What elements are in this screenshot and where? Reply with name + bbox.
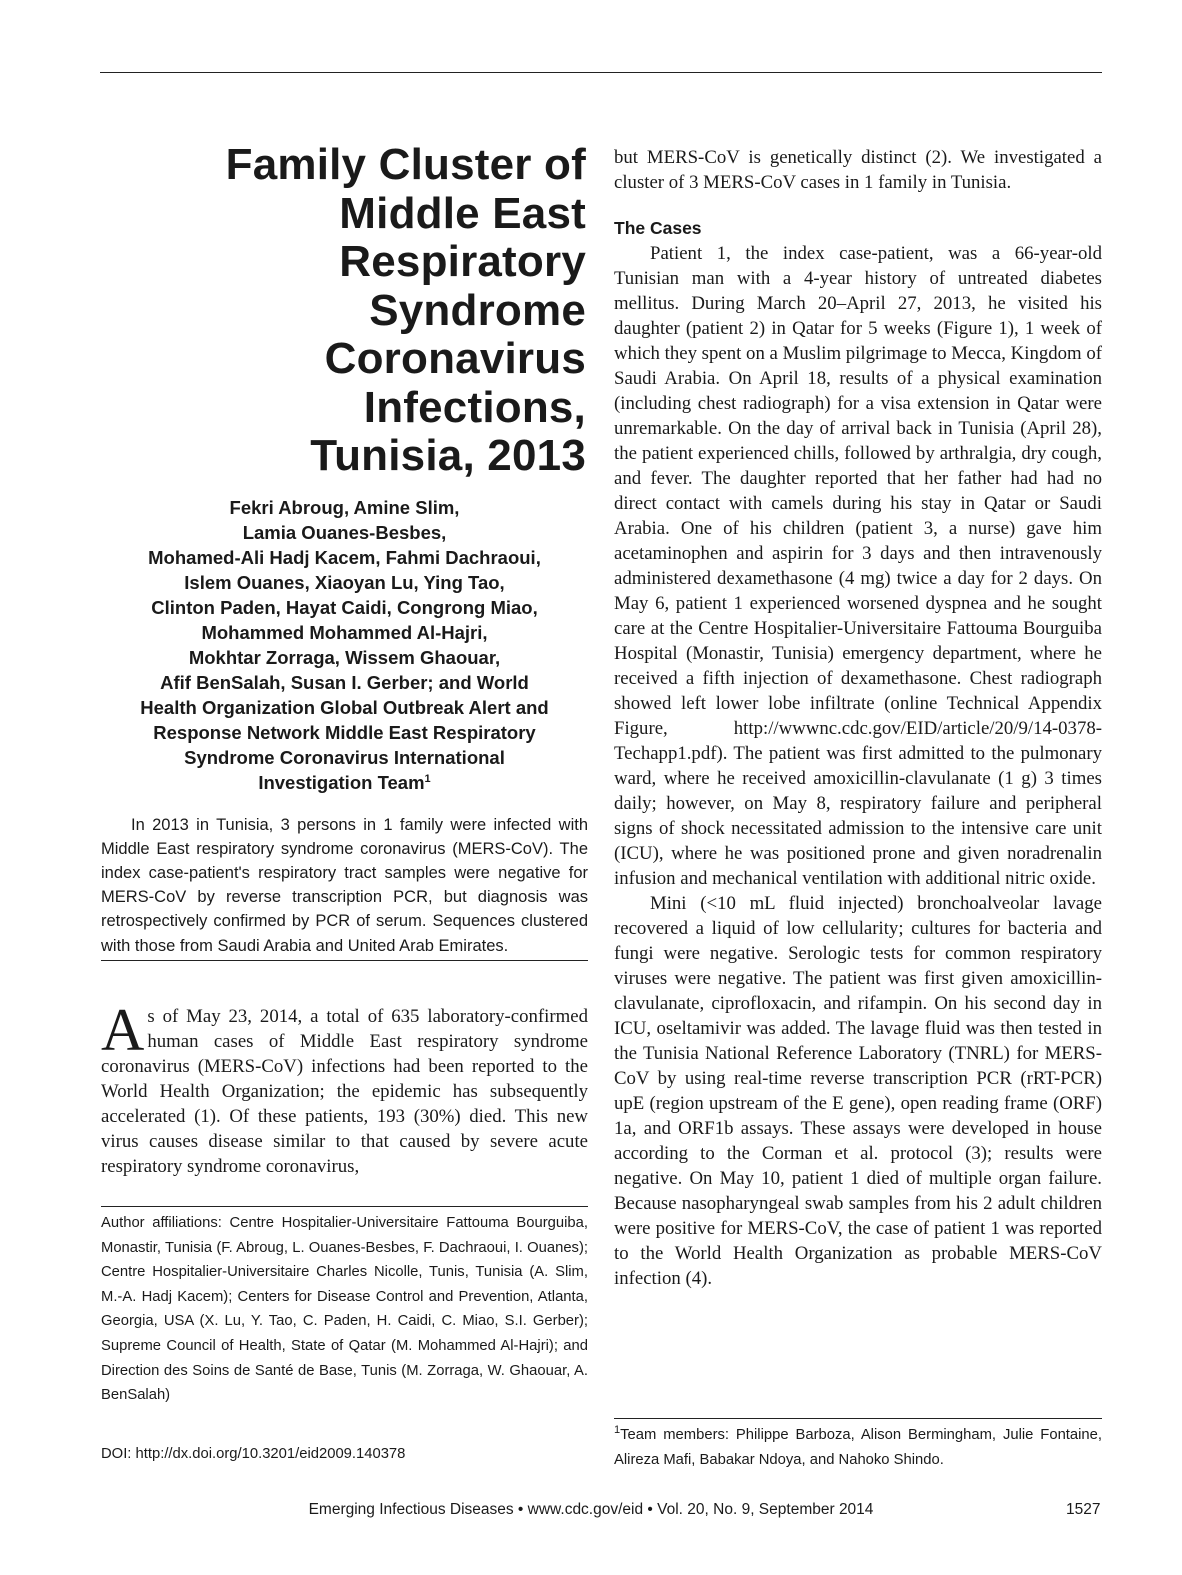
right-column (614, 145, 1102, 1291)
footnote-text: Team members: Philippe Barboza, Alison Bermingham, Julie Fontaine, Alireza Mafi, Babakar Ndoya, and Nahoko Shindo. (614, 1427, 1102, 1468)
author-line: Mohammed Mohammed Al-Hajri, (201, 621, 488, 643)
author-line: Mohamed-Ali Hadj Kacem, Fahmi Dachraoui, (148, 546, 541, 568)
title-line: Syndrome (369, 285, 586, 335)
intro-continuation: but MERS-CoV is genetically distinct (2). We investigated a cluster of 3 MERS-CoV cases in 1 family in Tunisia. (614, 147, 1102, 193)
author-line: Response Network Middle East Respiratory (153, 721, 536, 743)
title-line: Infections, (363, 382, 586, 432)
title-line: Coronavirus (324, 334, 586, 383)
author-line: Health Organization Global Outbreak Alert and (140, 696, 549, 718)
author-affiliations: Author affiliations: Centre Hospitalier-Universitaire Fattouma Bourguiba, Monastir, Tunisia (F. Abroug, L. Ouanes-Besbes, F. Dachraoui, I. Ouanes); Centre Hospitalier-Universitaire Charles Nicolle, Tunis, Tunisia (A. Slim, M.-A. Hadj Kacem); Centers for Disease Control and Prevention, Atlanta, Georgia, USA (X. Lu, Y. Tao, C. Paden, H. Caidi, C. Miao, S.I. Gerber); Supreme Council of Health, State of Qatar (M. Mohammed Al-Hajri); and Direction des Soins de Santé de Base, Tunis (M. Zorraga, W. Ghaouar, A. BenSalah) (101, 1206, 588, 1408)
intro-text: s of May 23, 2014, a total of 635 laboratory-confirmed human cases of Middle East respiratory syndrome coronavirus (MERS-CoV) infections had been reported to the World Health Organization; the epidemic has subsequently accelerated (1). Of these patients, 193 (30%) died. This new virus causes disease similar to that caused by severe acute respiratory syndrome coronavirus, (101, 1005, 588, 1177)
author-line: Lamia Ouanes-Besbes, (242, 521, 447, 543)
top-rule (100, 72, 1102, 73)
author-line-last (101, 770, 588, 795)
cases-paragraph-2: Mini (<10 mL fluid injected) bronchoalveolar lavage recovered a liquid of low cellularity; cultures for bacteria and fungi were negative. Serologic tests for common respiratory viruses were negative. The patient was first given amoxicillin-clavulanate, ciprofloxacin, and rifampin. On his second day in ICU, oseltamivir was added. The lavage fluid was then tested in the Tunisia National Reference Laboratory (TNRL) for MERS-CoV by using real-time reverse transcription PCR (rRT-PCR) upE (region upstream of the E gene), open reading frame (ORF) 1a, and ORF1b assays. These assays were developed in house according to the Corman et al. protocol (3); results were negative. On May 10, patient 1 died of multiple organ failure. Because nasopharyngeal swab samples from his 2 adult children were positive for MERS-CoV, the case of patient 1 was reported to the World Health Organization as probable MERS-CoV infection (4). (614, 893, 1102, 1289)
cases-paragraph-1: Patient 1, the index case-patient, was a 66-year-old Tunisian man with a 4-year history of untreated diabetes mellitus. During March 20–April 27, 2013, he visited his daughter (patient 2) in Qatar for 5 weeks (Figure 1), 1 week of which they spent on a Muslim pilgrimage to Mecca, Kingdom of Saudi Arabia. On April 18, results of a physical examination (including chest radiograph) for a visa extension in Qatar were unremarkable. On the day of arrival back in Tunisia (April 28), the patient experienced chills, followed by arthralgia, dry cough, and fever. The daughter reported that her father had had no direct contact with camels during his stay in Qatar or Saudi Arabia. One of his children (patient 3, a nurse) gave him acetaminophen and aspirin for 3 days and then intravenously administered dexamethasone (4 mg) twice a day for 2 days. On May 6, patient 1 experienced worsened dyspnea and he sought care at the Centre Hospitalier-Universitaire Fattouma Bourguiba Hospital (Monastir, Tunisia) emergency department, where he received a fifth injection of dexamethasone. Chest radiograph showed left lower lobe infiltrate (online Technical Appendix Figure, http://wwwnc.cdc.gov/EID/article/20/9/14-0378-Techapp1.pdf). The patient was first admitted to the pulmonary ward, where he received amoxicillin-clavulanate (1 g) 3 times daily; however, on May 8, respiratory failure and peripheral signs of shock necessitated admission to the intensive care unit (ICU), where he was positioned prone and given noradrenalin infusion and mechanical ventilation with additional nitric oxide. (614, 243, 1102, 889)
title-line: Respiratory (339, 237, 586, 286)
abstract: In 2013 in Tunisia, 3 persons in 1 family were infected with Middle East respiratory syndrome coronavirus (MERS-CoV). The index case-patient's respiratory tract samples were negative for MERS-CoV by reverse transcription PCR, but diagnosis was retrospectively confirmed by PCR of serum. Sequences clustered with those from Saudi Arabia and United Arab Emirates. (101, 813, 588, 961)
author-line: Mokhtar Zorraga, Wissem Ghaouar, (188, 646, 501, 668)
author-line: Fekri Abroug, Amine Slim, (229, 496, 460, 518)
author-list (101, 495, 588, 795)
team-footnote (614, 1418, 1102, 1472)
page-number: 1527 (1066, 1501, 1101, 1518)
title-line: Family Cluster of (225, 140, 586, 189)
author-line: Syndrome Coronavirus International (184, 746, 505, 768)
intro-paragraph (101, 996, 588, 1179)
author-line: Islem Ouanes, Xiaoyan Lu, Ying Tao, (184, 571, 505, 593)
title-line: Tunisia, 2013 (310, 431, 586, 480)
author-group-name: Investigation Team (258, 771, 425, 793)
doi: DOI: http://dx.doi.org/10.3201/eid2009.140378 (101, 1446, 406, 1462)
author-line: Afif BenSalah, Susan I. Gerber; and World (160, 671, 529, 693)
title-line: Middle East (339, 188, 586, 238)
drop-cap: A (101, 996, 145, 1063)
journal-citation: Emerging Infectious Diseases • www.cdc.gov/eid • Vol. 20, No. 9, September 2014 (308, 1501, 874, 1518)
author-line: Clinton Paden, Hayat Caidi, Congrong Miao, (151, 596, 538, 618)
footnote-mark: 1 (424, 772, 431, 785)
article-title (101, 141, 586, 481)
footnote-mark: 1 (614, 1424, 621, 1437)
section-heading: The Cases (614, 218, 702, 238)
left-column (101, 141, 588, 1179)
